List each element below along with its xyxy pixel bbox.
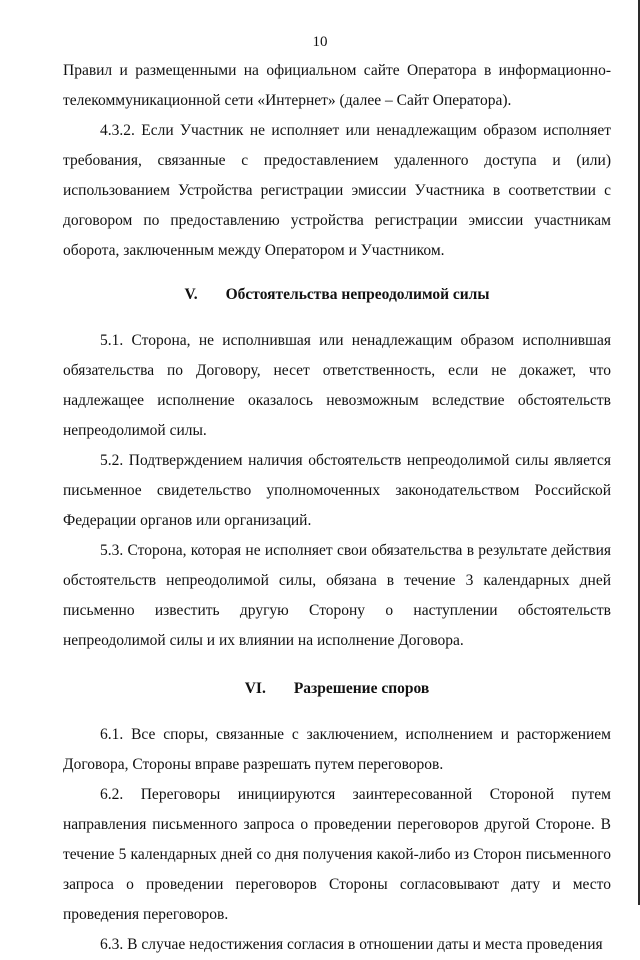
paragraph-4-3-2: 4.3.2. Если Участник не исполняет или ненадлежащим образом исполняет требования, связанные с предоставлением удаленного доступа и (или) использованием Устройства регистрации эмиссии Участника в соответствии с договором по предоставлению устройства регистрации эмиссии участникам оборота, заключенным между Оператором и Участником. <box>63 122 611 259</box>
section-number: V. <box>184 286 198 303</box>
paragraph-6-3: 6.3. В случае недостижения согласия в отношении даты и места проведения <box>100 936 603 953</box>
paragraph-5-1: 5.1. Сторона, не исполнившая или ненадлежащим образом исполнившая обязательства по Договору, несет ответственность, если не докажет, что надлежащее исполнение оказалось невозможным вследствие обстоятельств непреодолимой силы. <box>63 332 611 439</box>
section-title: Разрешение споров <box>293 680 430 697</box>
paragraph-5-2: 5.2. Подтверждением наличия обстоятельств непреодолимой силы является письменное свидетельство уполномоченных законодательством Российской Федерации органов или организаций. <box>63 452 611 529</box>
paragraph-6-2: 6.2. Переговоры инициируются заинтересованной Стороной путем направления письменного запроса о проведении переговоров другой Стороне. В течение 5 календарных дней со дня получения какой-либо из Сторон письменного запроса о проведении переговоров Стороны согласовывают дату и место проведения переговоров. <box>63 786 611 923</box>
paragraph-6-1: 6.1. Все споры, связанные с заключением, исполнением и расторжением Договора, Стороны вправе разрешать путем переговоров. <box>63 726 611 773</box>
paragraph-continuation: Правил и размещенными на официальном сайте Оператора в информационно-телекоммуникационной сети «Интернет» (далее – Сайт Оператора). <box>63 62 611 109</box>
page-number: 10 <box>312 34 328 50</box>
paragraph-5-3: 5.3. Сторона, которая не исполняет свои обязательства в результате действия обстоятельств непреодолимой силы, обязана в течение 3 календарных дней письменно известить другую Сторону о наступлении обстоятельств непреодолимой силы и их влиянии на исполнение Договора. <box>63 542 611 649</box>
section-heading-dispute-resolution <box>63 674 611 704</box>
section-heading-force-majeure <box>63 280 611 310</box>
document-body <box>63 56 611 960</box>
section-number: VI. <box>244 680 266 697</box>
section-title: Обстоятельства непреодолимой силы <box>225 286 490 303</box>
